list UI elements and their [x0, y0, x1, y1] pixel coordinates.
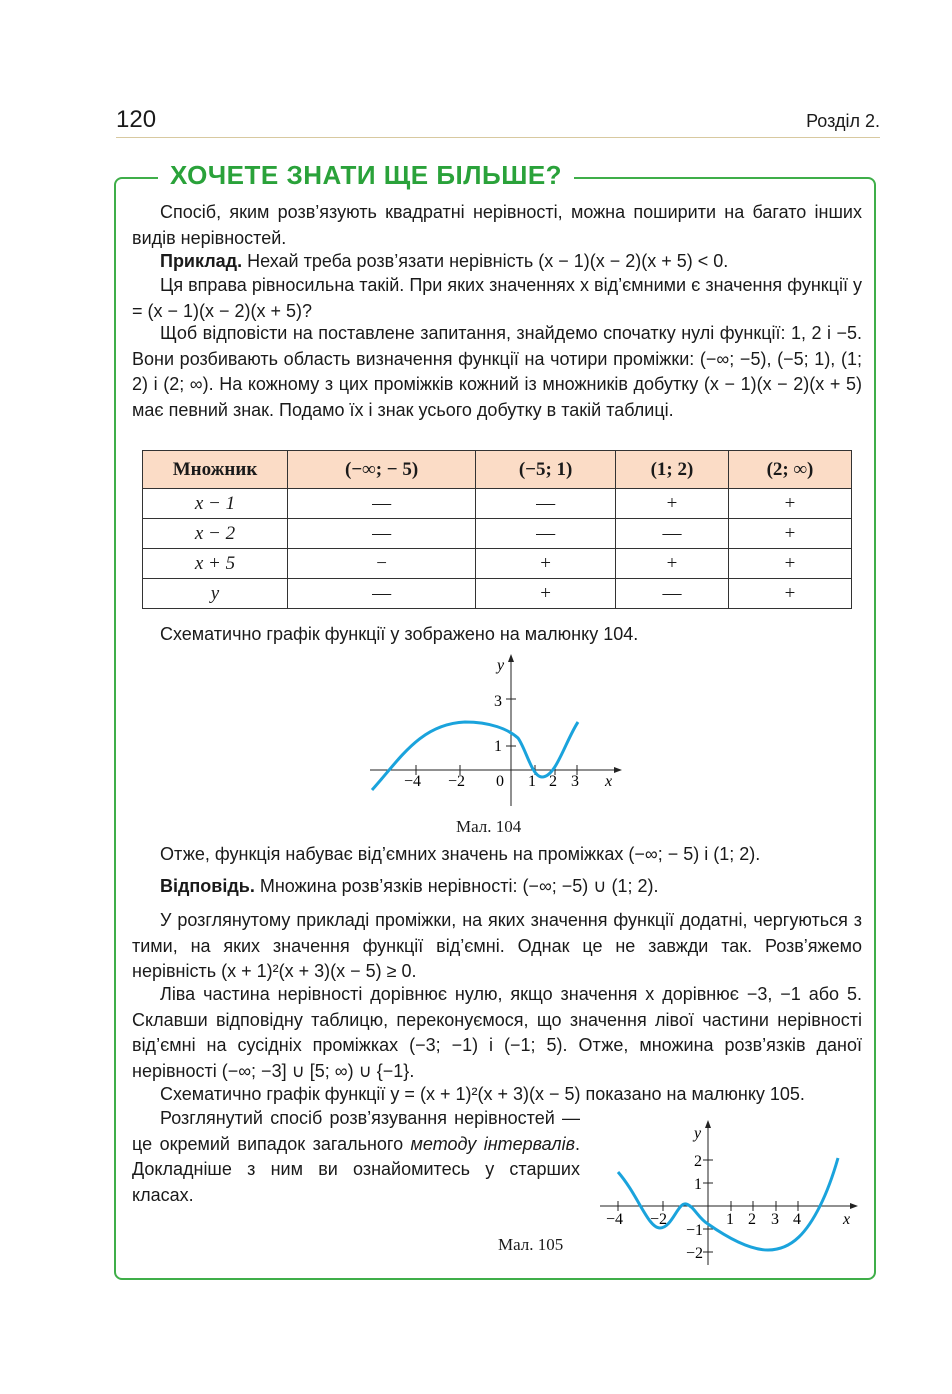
function-curve: [372, 722, 578, 790]
table-cell: −: [288, 549, 476, 579]
paragraph-6: Отже, функція набуває від’ємних значень на проміжках (−∞; − 5) і (1; 2).: [160, 844, 761, 864]
paragraph-9: Ліва частина нерівності дорівнює нулю, якщо значення x дорівнює −3, −1 або 5. Склавши відповідну таблицю, переконуємося, що значення лівої частини нерівності від’ємні на сусідніх проміжках (−3; −1) і (−1; 5). Отже, множина розв’язків даної нерівності (−∞; −3] ∪ [5; ∞) ∪ {−1}.: [132, 984, 862, 1081]
table-cell: —: [476, 519, 616, 549]
x-tick-label: 2: [549, 773, 557, 790]
y-tick-label: 1: [694, 1176, 702, 1193]
sign-table: [142, 450, 852, 609]
paragraph-8: У розглянутому прикладі проміжки, на яких значення функції додатні, чергуються з тими, на яких значення функції від’ємні. Однак це не завжди так. Розв’яжемо нерівність (x + 1)²(x + 3)(x − 5) ≥ 0.: [132, 910, 862, 981]
paragraph-11: [132, 1106, 580, 1208]
y-axis-label: y: [497, 657, 505, 674]
table-header: (1; 2): [615, 451, 728, 489]
x-axis-label: x: [843, 1211, 851, 1228]
table-cell: —: [615, 519, 728, 549]
table-cell: +: [728, 519, 851, 549]
x-tick-label: 1: [528, 773, 536, 790]
table-cell: y: [143, 579, 288, 609]
paragraph-11-emphasis: методу інтервалів: [410, 1133, 575, 1154]
table-header-row: [143, 451, 852, 489]
table-cell: +: [728, 549, 851, 579]
figure-105-graph: [598, 1120, 860, 1270]
x-tick-label: 3: [571, 773, 579, 790]
answer-label: Відповідь.: [160, 876, 255, 896]
function-curve: [618, 1158, 838, 1250]
example-label: Приклад.: [160, 251, 243, 271]
paragraph-example: [132, 249, 862, 275]
table-cell: +: [615, 549, 728, 579]
table-header: Множник: [143, 451, 288, 489]
x-tick-label: −4: [404, 773, 422, 790]
table-header: (−5; 1): [476, 451, 616, 489]
section-label: Розділ 2.: [806, 111, 880, 131]
table-cell: —: [615, 579, 728, 609]
table-cell: —: [476, 489, 616, 519]
table-cell: x − 1: [143, 489, 288, 519]
table-row: [143, 489, 852, 519]
table-cell: —: [288, 489, 476, 519]
table-cell: x − 2: [143, 519, 288, 549]
paragraph-5: Схематично графік функції y зображено на малюнку 104.: [160, 624, 639, 644]
example-text: Нехай треба розв’язати нерівність (x − 1)(x − 2)(x + 5) < 0.: [242, 251, 729, 271]
header-rule: [116, 137, 880, 138]
paragraph-3: Ця вправа рівносильна такій. При яких значеннях x від’ємними є значення функції y = (x − 1)(x − 2)(x + 5)?: [132, 275, 862, 321]
x-tick-label: 0: [496, 773, 504, 790]
table-cell: +: [615, 489, 728, 519]
page-number: 120: [116, 106, 157, 133]
figure-104-caption: Мал. 104: [456, 817, 522, 836]
x-tick-label: 4: [793, 1211, 801, 1228]
y-tick-label: −2: [686, 1245, 704, 1262]
paragraph-11-text-end: . Докладніше з ним ви ознайомитесь у старших класах.: [132, 1133, 580, 1205]
table-header: (−∞; − 5): [288, 451, 476, 489]
table-row: [143, 579, 852, 609]
table-cell: +: [728, 579, 851, 609]
x-tick-label: 3: [771, 1211, 779, 1228]
figure-104-graph: [360, 654, 630, 814]
table-row: [143, 519, 852, 549]
table-cell: x + 5: [143, 549, 288, 579]
x-tick-label: 1: [726, 1211, 734, 1228]
x-tick-label: −4: [606, 1211, 624, 1228]
table-row: [143, 549, 852, 579]
x-tick-label: −2: [650, 1211, 668, 1228]
table-cell: +: [728, 489, 851, 519]
paragraph-1: Спосіб, яким розв’язують квадратні нерівності, можна поширити на багато інших видів нерівностей.: [132, 202, 862, 248]
y-axis-label: y: [694, 1125, 702, 1142]
y-tick-label: 3: [494, 693, 502, 710]
table-cell: +: [476, 579, 616, 609]
x-axis-label: x: [605, 773, 613, 790]
answer-text: Множина розв’язків нерівності: (−∞; −5) ∪ (1; 2).: [254, 876, 659, 896]
x-tick-label: −2: [448, 773, 466, 790]
paragraph-11-text: Розглянутий спосіб розв’язування нерівностей — це окремий випадок загального: [132, 1108, 580, 1154]
paragraph-4: Щоб відповісти на поставлене запитання, знайдемо спочатку нулі функції: 1, 2 і −5. Вони розбивають область визначення функції на чотири проміжки: (−∞; −5), (−5; 1), (1; 2) і (2; ∞). На кожному з цих проміжків кожний із множників добутку (x − 1)(x − 2)(x + 5) має певний знак. Подамо їх і знак усього добутку в такій таблиці.: [132, 323, 862, 420]
y-tick-label: 2: [694, 1153, 702, 1170]
table-cell: +: [476, 549, 616, 579]
paragraph-answer: [132, 874, 862, 900]
y-tick-label: 1: [494, 738, 502, 755]
y-tick-label: −1: [686, 1222, 704, 1239]
paragraph-10: Схематично графік функції y = (x + 1)²(x + 3)(x − 5) показано на малюнку 105.: [160, 1084, 805, 1104]
table-cell: —: [288, 579, 476, 609]
box-title: ХОЧЕТЕ ЗНАТИ ЩЕ БІЛЬШЕ?: [158, 160, 574, 191]
x-tick-label: 2: [748, 1211, 756, 1228]
table-header: (2; ∞): [728, 451, 851, 489]
figure-105-caption: Мал. 105: [498, 1235, 564, 1254]
table-cell: —: [288, 519, 476, 549]
